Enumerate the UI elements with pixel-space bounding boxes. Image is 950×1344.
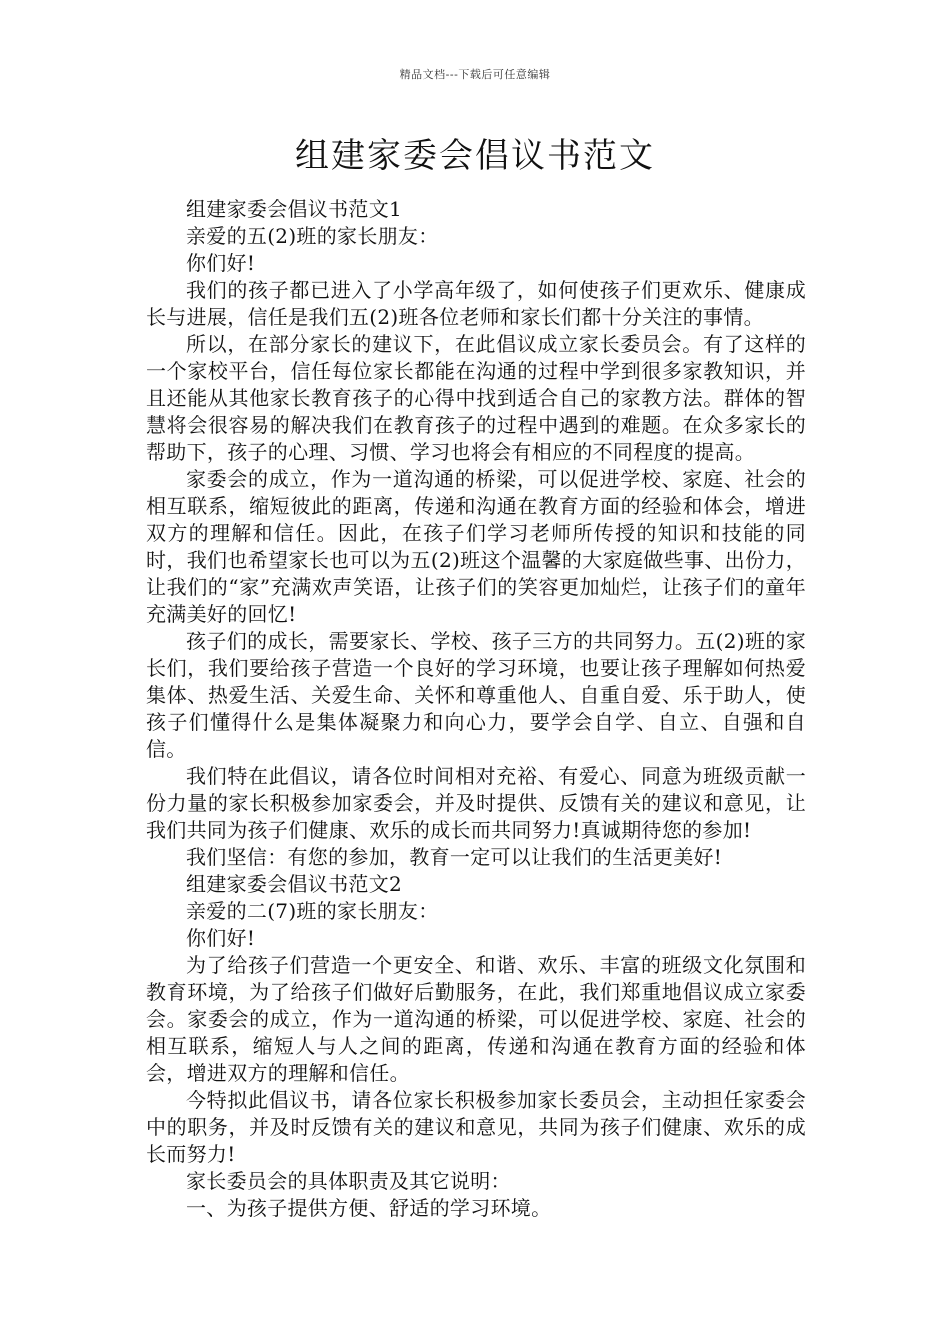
paragraph: 为了给孩子们营造一个更安全、和谐、欢乐、丰富的班级文化氛围和教育环境，为了给孩子们做好后勤服务，在此，我们郑重地倡议成立家委会。家委会的成立，作为一道沟通的桥梁，可以促进学校、家庭、社会的相互联系，缩短人与人之间的距离，传递和沟通在教育方面的经验和体会，增进双方的理解和信任。 — [146, 953, 806, 1085]
document-title: 组建家委会倡议书范文 — [295, 136, 655, 176]
paragraph: 家长委员会的具体职责及其它说明： — [186, 1169, 511, 1193]
paragraph: 今特拟此倡议书，请各位家长积极参加家长委员会，主动担任家委会中的职务，并及时反馈有关的建议和意见，共同为孩子们健康、欢乐的成长而努力! — [146, 1088, 806, 1166]
paragraph: 所以，在部分家长的建议下，在此倡议成立家长委员会。有了这样的一个家校平台，信任每位家长都能在沟通的过程中学到很多家教知识，并且还能从其他家长教育孩子的心得中找到适合自己的家教方法。群体的智慧将会很容易的解决我们在教育孩子的过程中遇到的难题。在众多家长的帮助下，孩子的心理、习惯、学习也将会有相应的不同程度的提高。 — [146, 332, 806, 464]
paragraph: 孩子们的成长，需要家长、学校、孩子三方的共同努力。五(2)班的家长们，我们要给孩子营造一个良好的学习环境，也要让孩子理解如何热爱集体、热爱生活、关爱生命、关怀和尊重他人、自重自爱、乐于助人，使孩子们懂得什么是集体凝聚力和向心力，要学会自学、自立、自强和自信。 — [146, 629, 806, 761]
paragraph: 一、为孩子提供方便、舒适的学习环境。 — [186, 1196, 552, 1220]
greeting-2: 你们好! — [186, 926, 256, 950]
paragraph: 我们的孩子都已进入了小学高年级了，如何使孩子们更欢乐、健康成长与进展，信任是我们五(2)班各位老师和家长们都十分关注的事情。 — [146, 278, 806, 329]
paragraph: 家委会的成立，作为一道沟通的桥梁，可以促进学校、家庭、社会的相互联系，缩短彼此的距离，传递和沟通在教育方面的经验和体会，增进双方的理解和信任。因此，在孩子们学习老师所传授的知识和技能的同时，我们也希望家长也可以为五(2)班这个温馨的大家庭做些事、出份力，让我们的“家”充满欢声笑语，让孩子们的笑容更加灿烂，让孩子们的童年充满美好的回忆! — [146, 467, 806, 626]
greeting-1: 你们好! — [186, 251, 256, 275]
section-heading-1: 组建家委会倡议书范文1 — [186, 197, 403, 221]
salutation-1: 亲爱的五(2)班的家长朋友： — [186, 224, 439, 248]
document-body — [146, 196, 806, 1222]
paragraph: 我们特在此倡议，请各位时间相对充裕、有爱心、同意为班级贡献一份力量的家长积极参加家委会，并及时提供、反馈有关的建议和意见，让我们共同为孩子们健康、欢乐的成长而共同努力!真诚期待您的参加! — [146, 764, 806, 842]
paragraph: 我们坚信：有您的参加，教育一定可以让我们的生活更美好! — [186, 845, 723, 869]
header-note: 精品文档---下载后可任意编辑 — [399, 68, 551, 81]
salutation-2: 亲爱的二(7)班的家长朋友： — [186, 899, 439, 923]
section-heading-2: 组建家委会倡议书范文2 — [186, 872, 403, 896]
